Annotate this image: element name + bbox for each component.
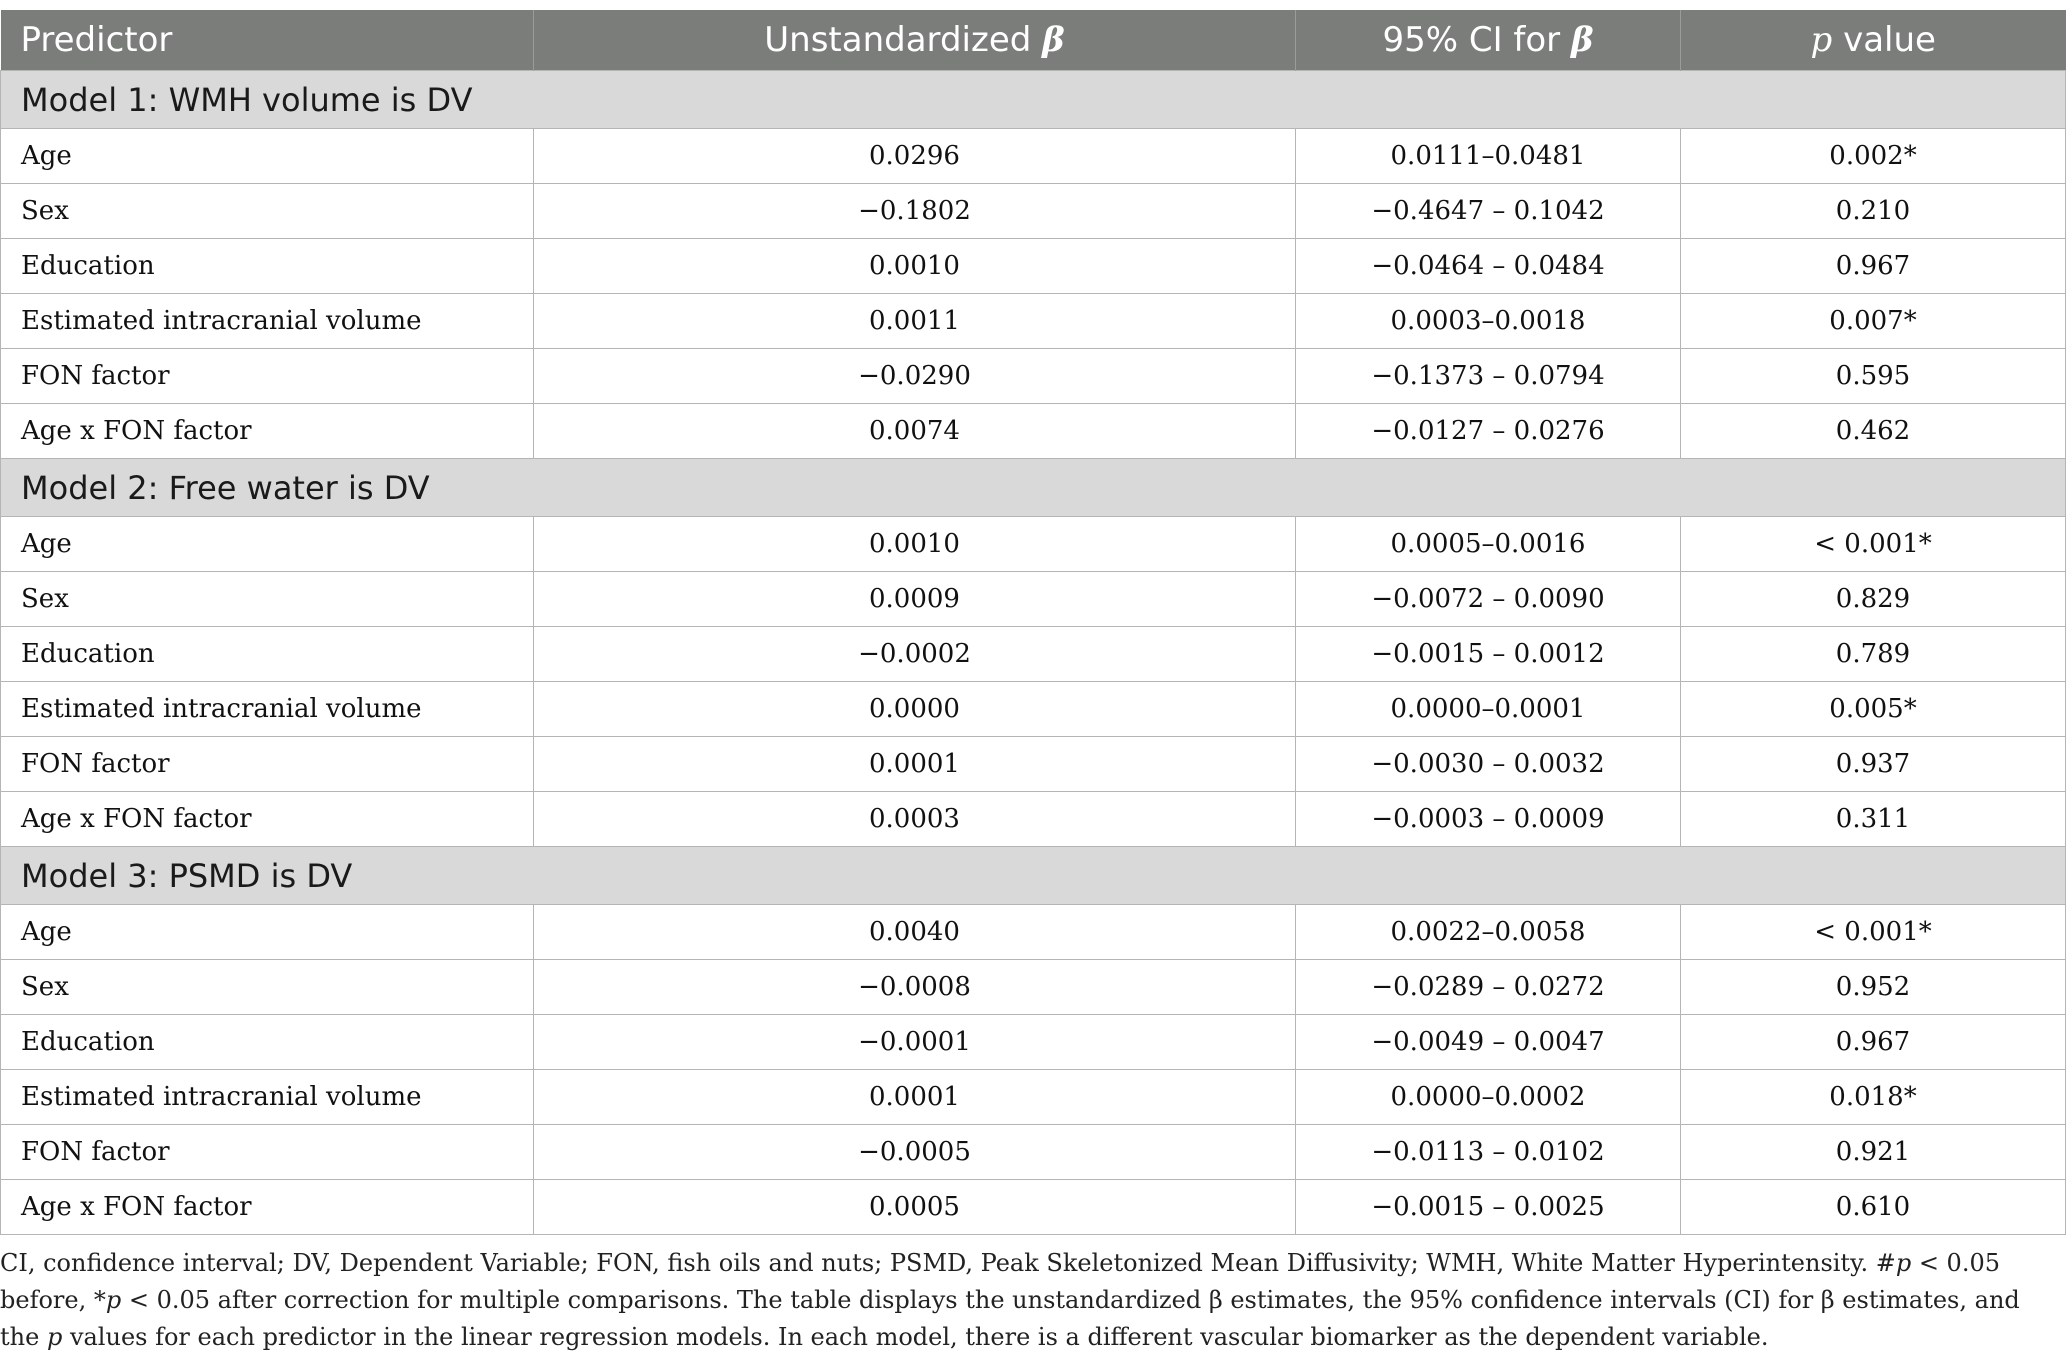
beta-cell: 0.0040 [534, 905, 1296, 960]
beta-cell: 0.0005 [534, 1180, 1296, 1235]
ci-cell: 0.0022–0.0058 [1296, 905, 1681, 960]
model-title: Model 3: PSMD is DV [1, 847, 2066, 905]
beta-cell: 0.0000 [534, 682, 1296, 737]
beta-cell: 0.0296 [534, 129, 1296, 184]
ci-cell: −0.0015 – 0.0012 [1296, 627, 1681, 682]
ci-cell: 0.0111–0.0481 [1296, 129, 1681, 184]
model-title: Model 1: WMH volume is DV [1, 71, 2066, 129]
p-value-cell: 0.002* [1681, 129, 2066, 184]
predictor-cell: Age [1, 517, 534, 572]
table-row [1, 737, 2066, 792]
p-value-cell: 0.967 [1681, 1015, 2066, 1070]
predictor-cell: Education [1, 239, 534, 294]
table-row [1, 572, 2066, 627]
predictor-cell: FON factor [1, 1125, 534, 1180]
ci-cell: −0.0030 – 0.0032 [1296, 737, 1681, 792]
predictor-cell: Sex [1, 960, 534, 1015]
ci-cell: 0.0005–0.0016 [1296, 517, 1681, 572]
ci-cell: −0.0127 – 0.0276 [1296, 404, 1681, 459]
ci-cell: 0.0000–0.0001 [1296, 682, 1681, 737]
predictor-cell: Education [1, 627, 534, 682]
table-row [1, 184, 2066, 239]
header-row [1, 10, 2066, 71]
table-row [1, 682, 2066, 737]
beta-cell: 0.0011 [534, 294, 1296, 349]
table-row [1, 294, 2066, 349]
ci-cell: −0.0072 – 0.0090 [1296, 572, 1681, 627]
footnote-p-1: p [1895, 1249, 1912, 1277]
predictor-cell: Age [1, 129, 534, 184]
beta-cell: 0.0001 [534, 737, 1296, 792]
beta-cell: −0.0001 [534, 1015, 1296, 1070]
ci-cell: −0.0464 – 0.0484 [1296, 239, 1681, 294]
header-ci-symbol: β [1570, 20, 1594, 60]
beta-cell: −0.0008 [534, 960, 1296, 1015]
p-value-cell: 0.007* [1681, 294, 2066, 349]
p-value-cell: 0.921 [1681, 1125, 2066, 1180]
table-row [1, 1070, 2066, 1125]
ci-cell: −0.0049 – 0.0047 [1296, 1015, 1681, 1070]
header-p-label: value [1832, 20, 1936, 60]
ci-cell: −0.4647 – 0.1042 [1296, 184, 1681, 239]
header-beta [534, 10, 1296, 71]
header-ci [1296, 10, 1681, 71]
table-row [1, 349, 2066, 404]
p-value-cell: 0.829 [1681, 572, 2066, 627]
predictor-cell: Estimated intracranial volume [1, 1070, 534, 1125]
p-value-cell: 0.610 [1681, 1180, 2066, 1235]
p-value-cell: 0.789 [1681, 627, 2066, 682]
beta-cell: 0.0010 [534, 239, 1296, 294]
beta-cell: −0.0002 [534, 627, 1296, 682]
table-container [0, 10, 2065, 1235]
footnote-text-3: < 0.05 after correction for multiple comparisons. The table displays the unstandardized β estimates, the 95% confidence intervals (CI) for β estimates, and the [0, 1286, 2020, 1351]
table-row [1, 627, 2066, 682]
p-value-cell: 0.311 [1681, 792, 2066, 847]
table-row [1, 1180, 2066, 1235]
header-p [1681, 10, 2066, 71]
predictor-cell: FON factor [1, 737, 534, 792]
predictor-cell: Sex [1, 184, 534, 239]
regression-table [0, 10, 2066, 1235]
beta-cell: 0.0009 [534, 572, 1296, 627]
table-body [1, 71, 2066, 1235]
predictor-cell: FON factor [1, 349, 534, 404]
table-row [1, 792, 2066, 847]
predictor-cell: Sex [1, 572, 534, 627]
table-row [1, 404, 2066, 459]
predictor-cell: Age [1, 905, 534, 960]
header-beta-label: Unstandardized [764, 20, 1043, 60]
p-value-cell: < 0.001* [1681, 905, 2066, 960]
table-row [1, 905, 2066, 960]
ci-cell: −0.0003 – 0.0009 [1296, 792, 1681, 847]
table-row [1, 517, 2066, 572]
model-title: Model 2: Free water is DV [1, 459, 2066, 517]
ci-cell: −0.1373 – 0.0794 [1296, 349, 1681, 404]
predictor-cell: Age x FON factor [1, 1180, 534, 1235]
p-value-cell: 0.005* [1681, 682, 2066, 737]
footnote-p-3: p [46, 1323, 63, 1351]
beta-cell: −0.0005 [534, 1125, 1296, 1180]
predictor-cell: Age x FON factor [1, 404, 534, 459]
p-value-cell: 0.952 [1681, 960, 2066, 1015]
p-value-cell: 0.595 [1681, 349, 2066, 404]
model-group-row [1, 71, 2066, 129]
p-value-cell: 0.967 [1681, 239, 2066, 294]
header-p-symbol: p [1810, 20, 1833, 60]
footnote-text-1: CI, confidence interval; DV, Dependent Variable; FON, fish oils and nuts; PSMD, Peak Skeletonized Mean Diffusivity; WMH, White Matter Hyperintensity. # [0, 1249, 1896, 1277]
footnote-p-2: p [105, 1286, 122, 1314]
p-value-cell: 0.018* [1681, 1070, 2066, 1125]
p-value-cell: 0.462 [1681, 404, 2066, 459]
table-row [1, 239, 2066, 294]
p-value-cell: 0.937 [1681, 737, 2066, 792]
p-value-cell: 0.210 [1681, 184, 2066, 239]
ci-cell: 0.0000–0.0002 [1296, 1070, 1681, 1125]
predictor-cell: Education [1, 1015, 534, 1070]
table-row [1, 1015, 2066, 1070]
ci-cell: −0.0113 – 0.0102 [1296, 1125, 1681, 1180]
header-predictor-label: Predictor [20, 20, 173, 60]
beta-cell: 0.0010 [534, 517, 1296, 572]
beta-cell: 0.0001 [534, 1070, 1296, 1125]
header-beta-symbol: β [1042, 20, 1065, 60]
beta-cell: −0.0290 [534, 349, 1296, 404]
model-group-row [1, 459, 2066, 517]
beta-cell: 0.0003 [534, 792, 1296, 847]
beta-cell: −0.1802 [534, 184, 1296, 239]
table-row [1, 960, 2066, 1015]
header-ci-label: 95% CI for [1382, 20, 1571, 60]
model-group-row [1, 847, 2066, 905]
table-header [1, 10, 2066, 71]
predictor-cell: Estimated intracranial volume [1, 294, 534, 349]
table-footnote [0, 1245, 2040, 1356]
header-predictor [1, 10, 534, 71]
footnote-text-4: values for each predictor in the linear regression models. In each model, there is a different vascular biomarker as the dependent variable. [62, 1323, 1769, 1351]
ci-cell: 0.0003–0.0018 [1296, 294, 1681, 349]
footnote-text-2: < 0.05 before, * [0, 1249, 2000, 1314]
predictor-cell: Age x FON factor [1, 792, 534, 847]
predictor-cell: Estimated intracranial volume [1, 682, 534, 737]
p-value-cell: < 0.001* [1681, 517, 2066, 572]
ci-cell: −0.0015 – 0.0025 [1296, 1180, 1681, 1235]
beta-cell: 0.0074 [534, 404, 1296, 459]
table-row [1, 129, 2066, 184]
table-row [1, 1125, 2066, 1180]
ci-cell: −0.0289 – 0.0272 [1296, 960, 1681, 1015]
